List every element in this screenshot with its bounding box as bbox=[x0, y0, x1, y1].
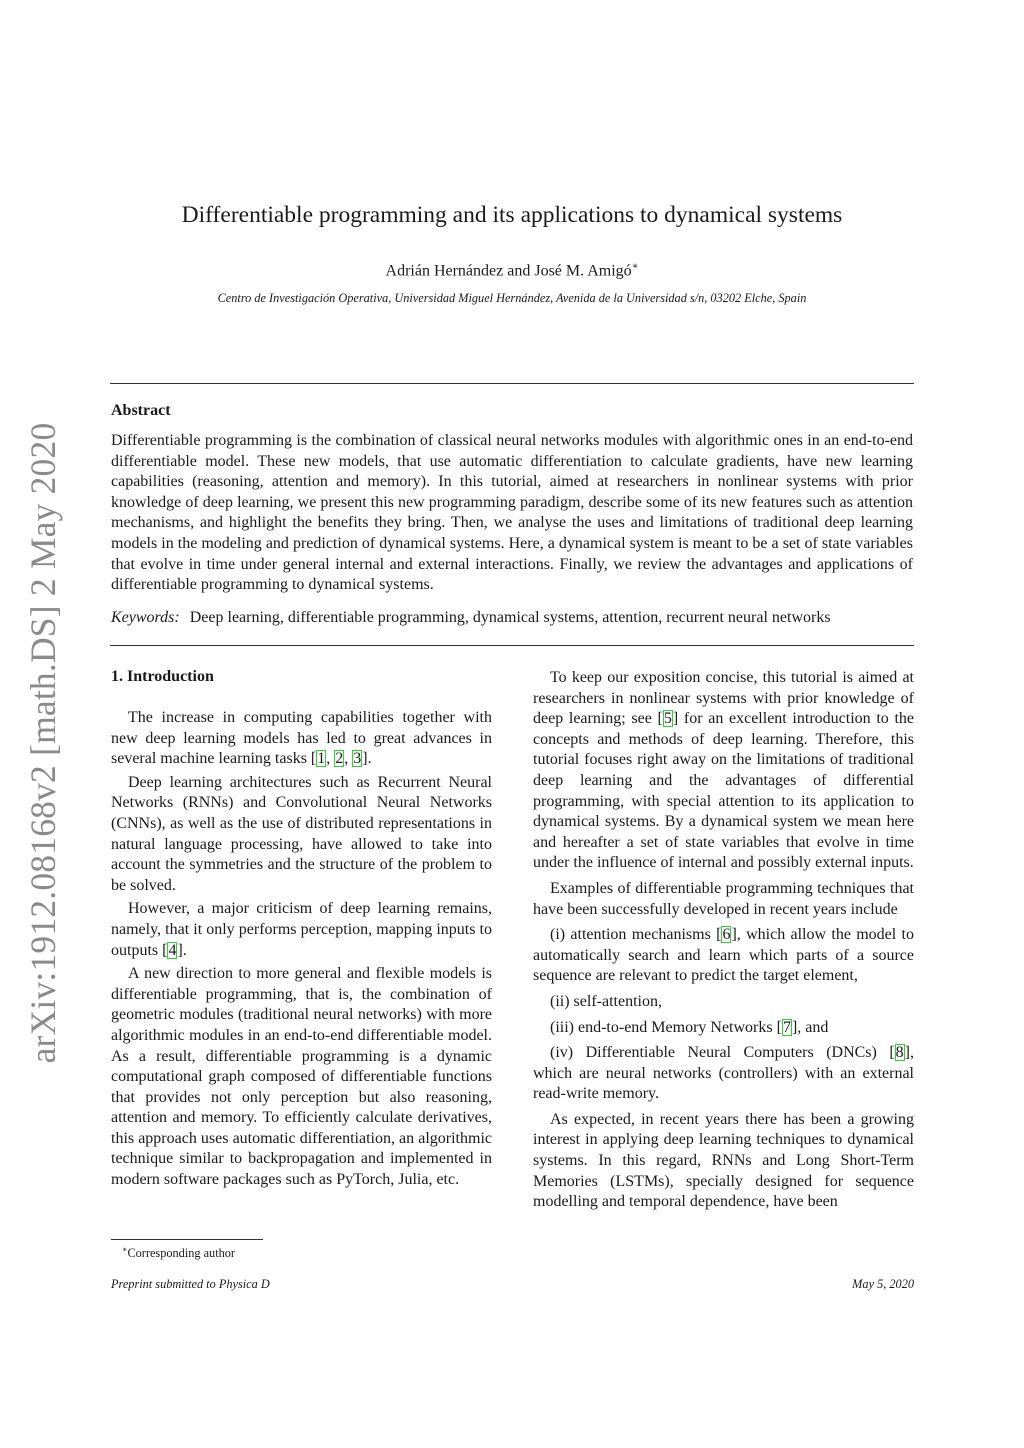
footer-date: May 5, 2020 bbox=[852, 1277, 914, 1291]
abstract-text: Differentiable programming is the combination of classical neural networks modules with algorithmic ones in an end-to-end differentiable model. These new models, that use automatic differentiation to calculate gradients, have new learning capabilities (reasoning, attention and memory). In this tutorial, aimed at researchers in nonlinear systems with prior knowledge of deep learning, we present this new programming paradigm, describe some of its new features such as attention mechanisms, and highlight the benefits they bring. Then, we analyse the uses and limitations of traditional deep learning models in the modeling and prediction of dynamical systems. Here, a dynamical system is meant to be a set of state variables that evolve in time under general internal and external interactions. Finally, we review the advantages and applications of differentiable programming to dynamical systems. bbox=[111, 432, 913, 594]
paragraph: The increase in computing capabilities together with new deep learning models has led to great advances in several machine learning tasks [1, 2, 3]. bbox=[111, 709, 492, 768]
paragraph: As expected, in recent years there has been a growing interest in applying deep learning techniques to dynamical systems. In this regard, RNNs and Long Short-Term Memories (LSTMs), specially designed for sequence modelling and temporal dependence, have been bbox=[533, 1110, 914, 1211]
citation-link[interactable]: 1 bbox=[317, 750, 326, 768]
footnote bbox=[122, 1245, 235, 1261]
citation-link[interactable]: 3 bbox=[353, 750, 362, 768]
arxiv-stamp bbox=[22, 422, 64, 1064]
citation-link[interactable]: 8 bbox=[895, 1044, 904, 1062]
right-column bbox=[533, 668, 914, 1216]
keywords-label: Keywords: bbox=[111, 609, 180, 626]
footnote-rule bbox=[111, 1239, 263, 1240]
paragraph: (ii) self-attention, bbox=[550, 992, 662, 1010]
citation-link[interactable]: 4 bbox=[168, 941, 177, 959]
paper-title: Differentiable programming and its applications to dynamical systems bbox=[181, 202, 843, 228]
authors bbox=[110, 261, 914, 280]
section-heading: 1. Introduction bbox=[111, 668, 214, 685]
paragraph: (iv) Differentiable Neural Computers (DNCs) [8], which are neural networks (controllers) with an external read-write memory. bbox=[533, 1044, 914, 1103]
bottom-rule bbox=[110, 645, 914, 646]
author-footnote-mark: ∗ bbox=[631, 261, 639, 272]
top-rule bbox=[110, 383, 914, 384]
citation-link[interactable]: 6 bbox=[722, 926, 731, 944]
footnote-text: Corresponding author bbox=[127, 1246, 236, 1261]
footer-left: Preprint submitted to Physica D bbox=[111, 1277, 270, 1291]
paragraph: However, a major criticism of deep learning remains, namely, that it only performs perception, mapping inputs to outputs [4]. bbox=[111, 900, 492, 959]
left-column bbox=[111, 708, 492, 1194]
keywords-list: Deep learning, differentiable programming, dynamical systems, attention, recurrent neural networks bbox=[189, 609, 831, 626]
paragraph: (iii) end-to-end Memory Networks [7], and bbox=[550, 1018, 829, 1036]
affiliation: Centro de Investigación Operativa, Universidad Miguel Hernández, Avenida de la Universidad s/n, 03202 Elche, Spain bbox=[217, 291, 807, 305]
paragraph: To keep our exposition concise, this tutorial is aimed at researchers in nonlinear systems with prior knowledge of deep learning; see [5] for an excellent introduction to the concepts and methods of deep learning. Therefore, this tutorial focuses right away on the limitations of traditional deep learning and the advantages of differential programming, with special attention to its application to dynamical systems. By a dynamical system we mean here and hereafter a set of state variables that evolve in time under the influence of internal and possibly external inputs. bbox=[533, 669, 915, 872]
citation-link[interactable]: 5 bbox=[663, 710, 672, 728]
citation-link[interactable]: 2 bbox=[335, 750, 344, 768]
abstract-heading: Abstract bbox=[111, 402, 171, 419]
author-names: Adrián Hernández and José M. Amigó bbox=[385, 262, 632, 280]
citation-link[interactable]: 7 bbox=[782, 1018, 791, 1036]
arxiv-stamp-text: arXiv:1912.08168v2 [math.DS] 2 May 2020 bbox=[23, 422, 63, 1064]
paragraph: Examples of differentiable programming techniques that have been successfully developed in recent years include bbox=[533, 879, 914, 918]
paragraph: A new direction to more general and flexible models is differentiable programming, that is, the combination of geometric modules (traditional neural networks) with more algorithmic modules in an end-to-end differentiable model. As a result, differentiable programming is a dynamic computational graph composed of differentiable functions that provides not only perception but also reasoning, attention and memory. To efficiently calculate derivatives, this approach uses automatic differentiation, an algorithmic technique similar to backpropagation and implemented in modern software packages such as PyTorch, Julia, etc. bbox=[111, 965, 492, 1189]
paragraph: Deep learning architectures such as Recurrent Neural Networks (RNNs) and Convolutional Neural Networks (CNNs), as well as the use of distributed representations in natural language processing, have allowed to take into account the symmetries and the structure of the problem to be solved. bbox=[111, 773, 492, 894]
footnote-mark: ∗ bbox=[122, 1245, 128, 1254]
keywords bbox=[111, 609, 913, 627]
paragraph: (i) attention mechanisms [6], which allow the model to automatically search and learn which parts of a source sequence are relevant to predict the target element, bbox=[533, 926, 914, 985]
